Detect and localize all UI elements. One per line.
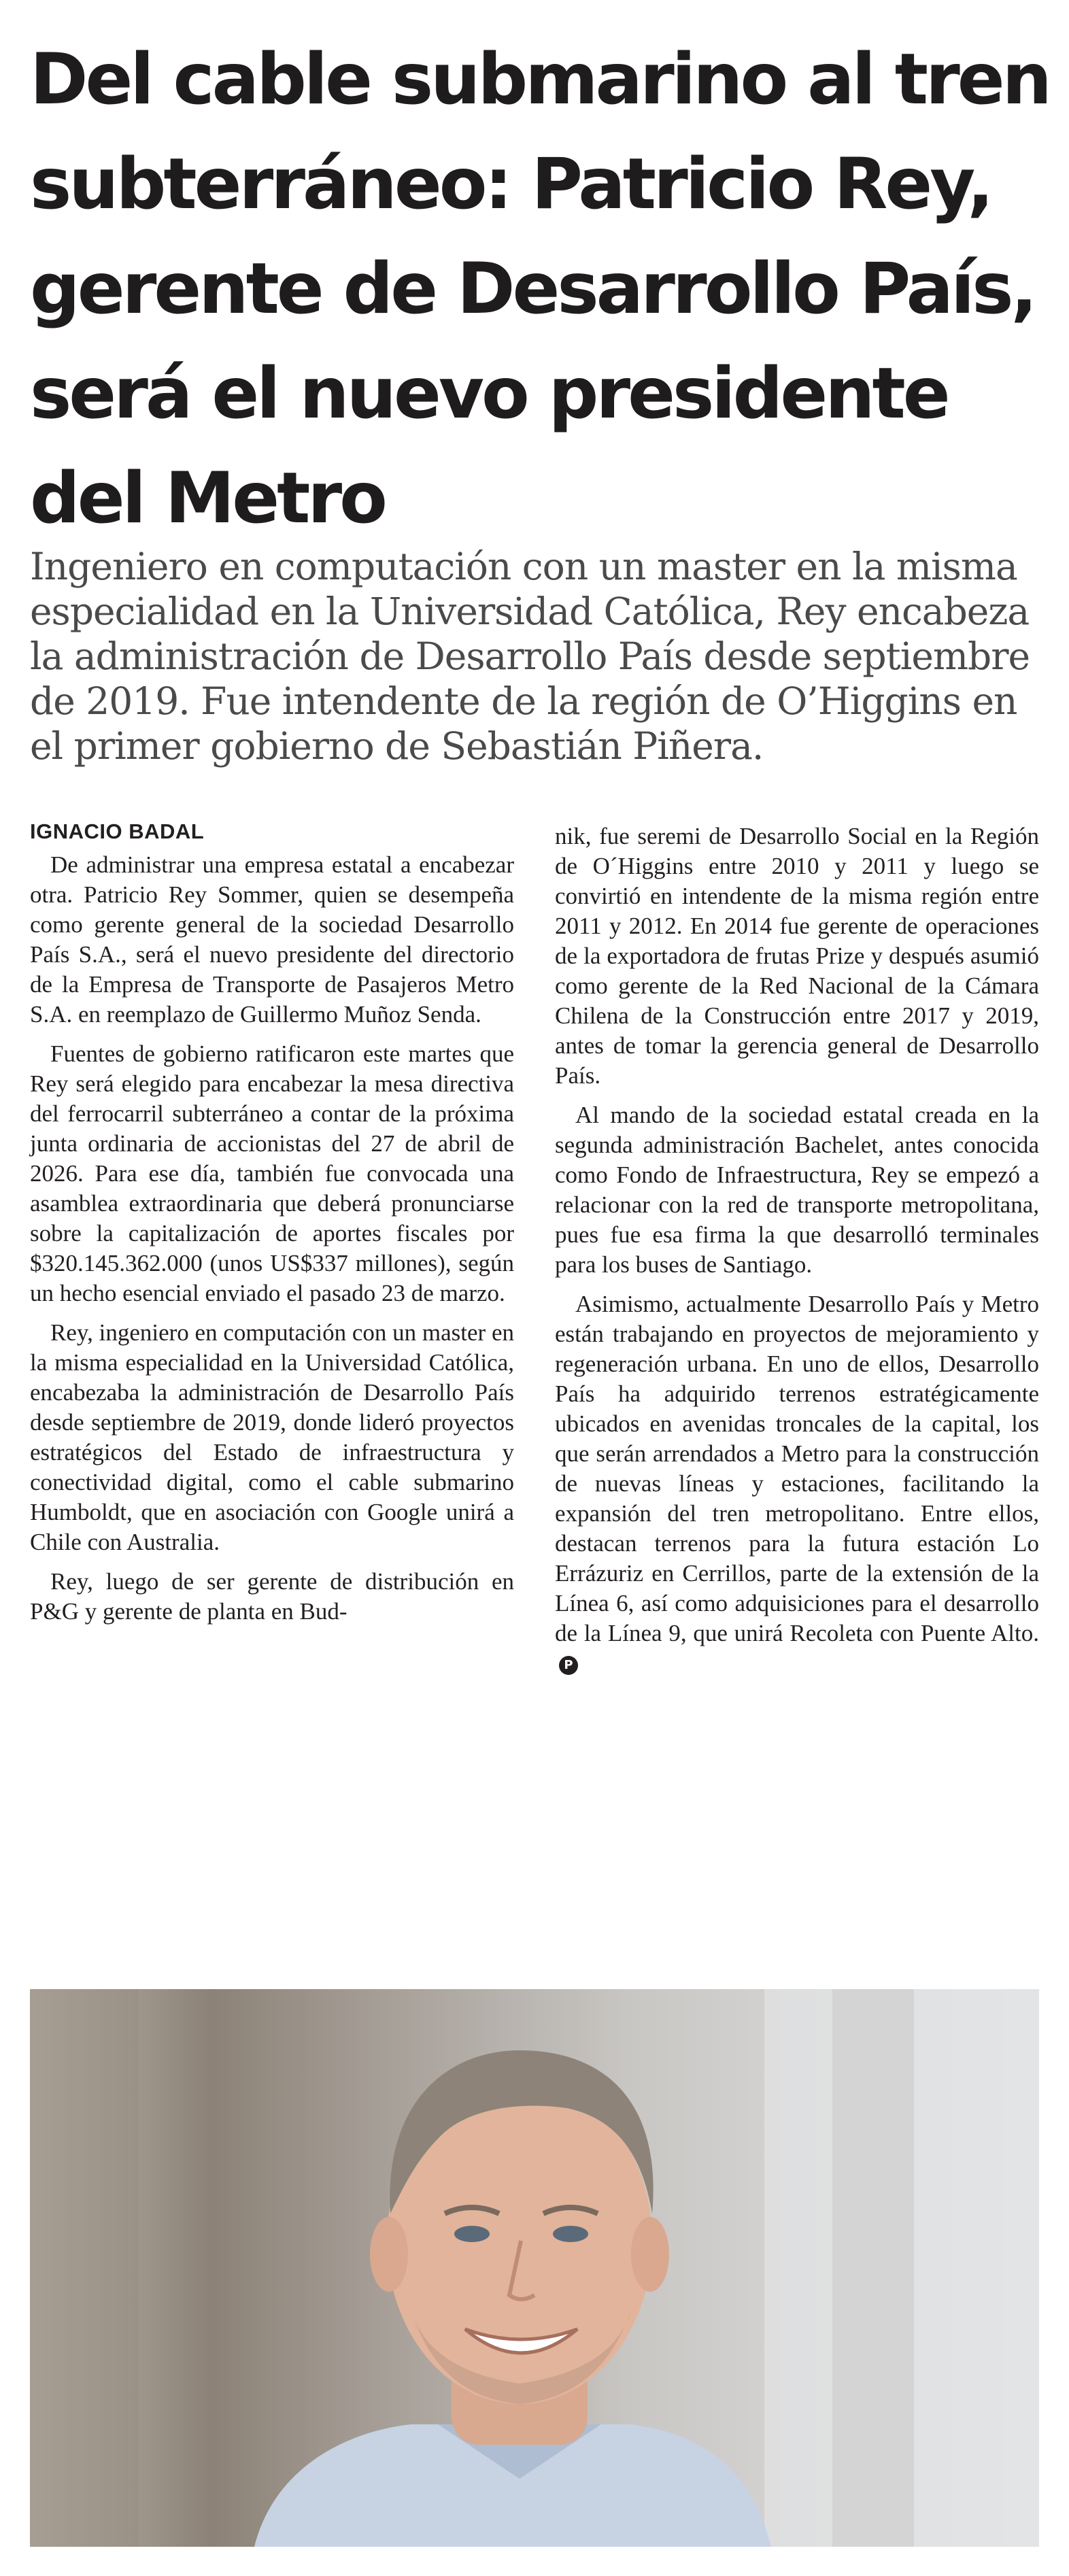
paragraph-final bbox=[555, 1289, 1039, 1678]
paragraph: Fuentes de gobierno ratificaron este martes que Rey será elegido para encabezar la mesa directiva del ferrocarril subterráneo a contar de la próxima junta ordinaria de accionistas del 27 de abril de 2026. Para ese día, también fue convocada una asamblea extraordinaria que deberá pronunciarse sobre la capitalización de aportes fiscales por $320.145.362.000 (unos US$337 millones), según un hecho esencial enviado el pasado 23 de marzo. bbox=[30, 1040, 514, 1306]
end-mark-icon: P bbox=[559, 1656, 578, 1675]
article-column-left bbox=[30, 850, 514, 1636]
headline: Del cable submarino al tren subterráneo: Patricio Rey, gerente de Desarrollo País, será el nuevo presidente del Metro bbox=[30, 39, 1049, 539]
article-column-right bbox=[555, 821, 1039, 1688]
lede: Ingeniero en computación con un master en la misma especialidad en la Universidad Católica, Rey encabeza la administración de Desarrollo País desde septiembre de 2019. Fue intendente de la región de O’Higgins en el primer gobierno de Sebastián Piñera. bbox=[30, 545, 1030, 768]
paragraph: De administrar una empresa estatal a encabezar otra. Patricio Rey Sommer, quien se desempeña como gerente general de la sociedad Desarrollo País S.A., será el nuevo presidente del directorio de la Empresa de Transporte de Pasajeros Metro S.A. en reemplazo de Guillermo Muñoz Senda. bbox=[30, 851, 514, 1028]
paragraph: Rey, ingeniero en computación con un master en la misma especialidad en la Universidad Católica, encabezaba la administración de Desarrollo País desde septiembre de 2019, donde lideró proyectos estratégicos del Estado de infraestructura y conectividad digital, como el cable submarino Humboldt, que en asociación con Google unirá a Chile con Australia. bbox=[30, 1319, 514, 1555]
paragraph: Rey, luego de ser gerente de distribución en P&G y gerente de planta en Bud- bbox=[30, 1568, 514, 1625]
paragraph-text: Asimismo, actualmente Desarrollo País y Metro están trabajando en proyectos de mejoramiento y regeneración urbana. En uno de ellos, Desarrollo País ha adquirido terrenos estratégicamente ubicados en avenidas troncales de la capital, los que serán arrendados a Metro para la construcción de nuevas líneas y estaciones, facilitando la expansión del tren metropolitano. Entre ellos, destacan terrenos para la futura estación Lo Errázuriz en Cerrillos, parte de la extensión de la Línea 6, así como adquisiciones para el desarrollo de la Línea 9, que unirá Recoleta con Puente Alto. bbox=[555, 1291, 1039, 1646]
portrait-illustration bbox=[30, 1989, 1039, 2547]
portrait-photo bbox=[30, 1989, 1039, 2547]
byline: IGNACIO BADAL bbox=[30, 819, 205, 843]
paragraph-continuation: nik, fue seremi de Desarrollo Social en la Región de O´Higgins entre 2010 y 2011 y luego se convirtió en intendente de la misma región entre 2011 y 2012. En 2014 fue gerente de operaciones de la exportadora de frutas Prize y después asumió como gerente de la Red Nacional de la Cámara Chilena de la Construcción entre 2017 y 2019, antes de tomar la gerencia general de Desarrollo País. bbox=[555, 823, 1039, 1089]
paragraph: Al mando de la sociedad estatal creada en la segunda administración Bachelet, antes conocida como Fondo de Infraestructura, Rey se empezó a relacionar con la red de transporte metropolitana, pues fue esa firma la que desarrolló terminales para los buses de Santiago. bbox=[555, 1102, 1039, 1278]
